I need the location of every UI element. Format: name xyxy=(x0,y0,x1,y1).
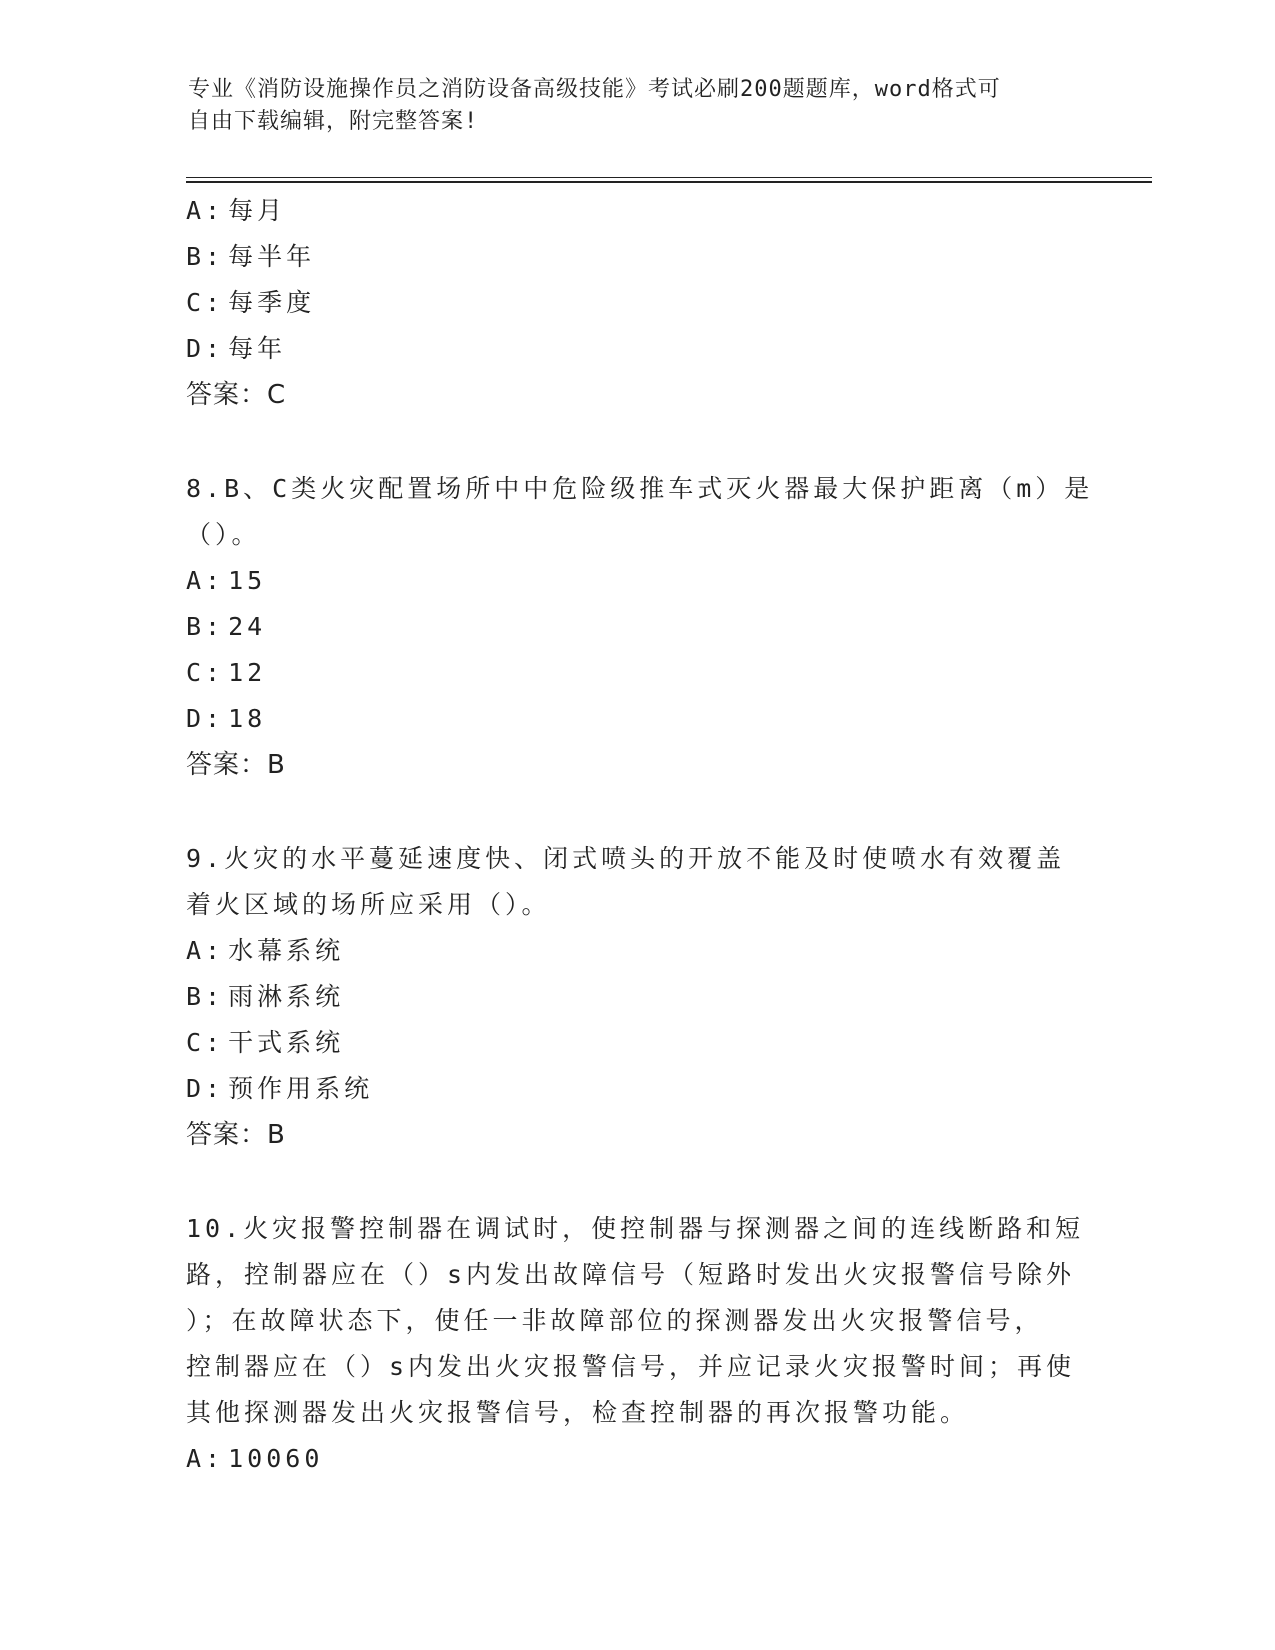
option-c: C: 12 xyxy=(186,658,267,687)
question-text-line-1: 9.火灾的水平蔓延速度快、闭式喷头的开放不能及时使喷水有效覆盖 xyxy=(186,844,1066,873)
header-divider-thick xyxy=(186,181,1152,183)
header-divider-thin xyxy=(186,177,1152,178)
page-header xyxy=(188,74,1068,138)
option-b: B: 雨淋系统 xyxy=(186,982,345,1011)
answer: 答案：C xyxy=(186,380,287,410)
spacer xyxy=(186,418,1086,466)
question-text-line-5: 其他探测器发出火灾报警信号，检查控制器的再次报警功能。 xyxy=(186,1398,970,1427)
question-text-line-2: 着火区域的场所应采用（）。 xyxy=(186,890,551,919)
question-9 xyxy=(186,836,1086,1158)
question-text-line-2: 路，控制器应在（）s内发出故障信号（短路时发出火灾报警信号除外 xyxy=(186,1260,1076,1289)
question-8 xyxy=(186,466,1094,788)
option-c: C: 每季度 xyxy=(186,288,316,317)
question-list xyxy=(186,188,1094,1482)
question-10 xyxy=(186,1206,1086,1482)
option-d: D: 预作用系统 xyxy=(186,1074,374,1103)
option-a: A: 15 xyxy=(186,566,267,595)
question-text-line-2: （）。 xyxy=(186,520,261,549)
question-text-line-1: 10.火灾报警控制器在调试时，使控制器与探测器之间的连线断路和短 xyxy=(186,1214,1085,1243)
option-a: A: 10060 xyxy=(186,1444,324,1473)
spacer xyxy=(186,1158,1086,1206)
question-7 xyxy=(186,188,1086,418)
option-d: D: 18 xyxy=(186,704,267,733)
option-d: D: 每年 xyxy=(186,334,287,363)
option-a: A: 每月 xyxy=(186,196,287,225)
question-text-line-3: ）；在故障状态下，使任一非故障部位的探测器发出火灾报警信号， xyxy=(186,1306,1044,1335)
option-a: A: 水幕系统 xyxy=(186,936,345,965)
option-b: B: 24 xyxy=(186,612,267,641)
header-line-1: 专业《消防设施操作员之消防设备高级技能》考试必刷200题题库，word格式可 xyxy=(188,77,1001,102)
option-c: C: 干式系统 xyxy=(186,1028,345,1057)
header-line-2: 自由下载编辑，附完整答案! xyxy=(188,109,479,134)
answer: 答案：B xyxy=(186,750,286,780)
answer: 答案：B xyxy=(186,1120,286,1150)
spacer xyxy=(186,788,1086,836)
option-b: B: 每半年 xyxy=(186,242,316,271)
question-text-line-4: 控制器应在（）s内发出火灾报警信号，并应记录火灾报警时间；再使 xyxy=(186,1352,1076,1381)
question-text-line-1: 8.B、C类火灾配置场所中中危险级推车式灭火器最大保护距离（m）是 xyxy=(186,474,1094,503)
